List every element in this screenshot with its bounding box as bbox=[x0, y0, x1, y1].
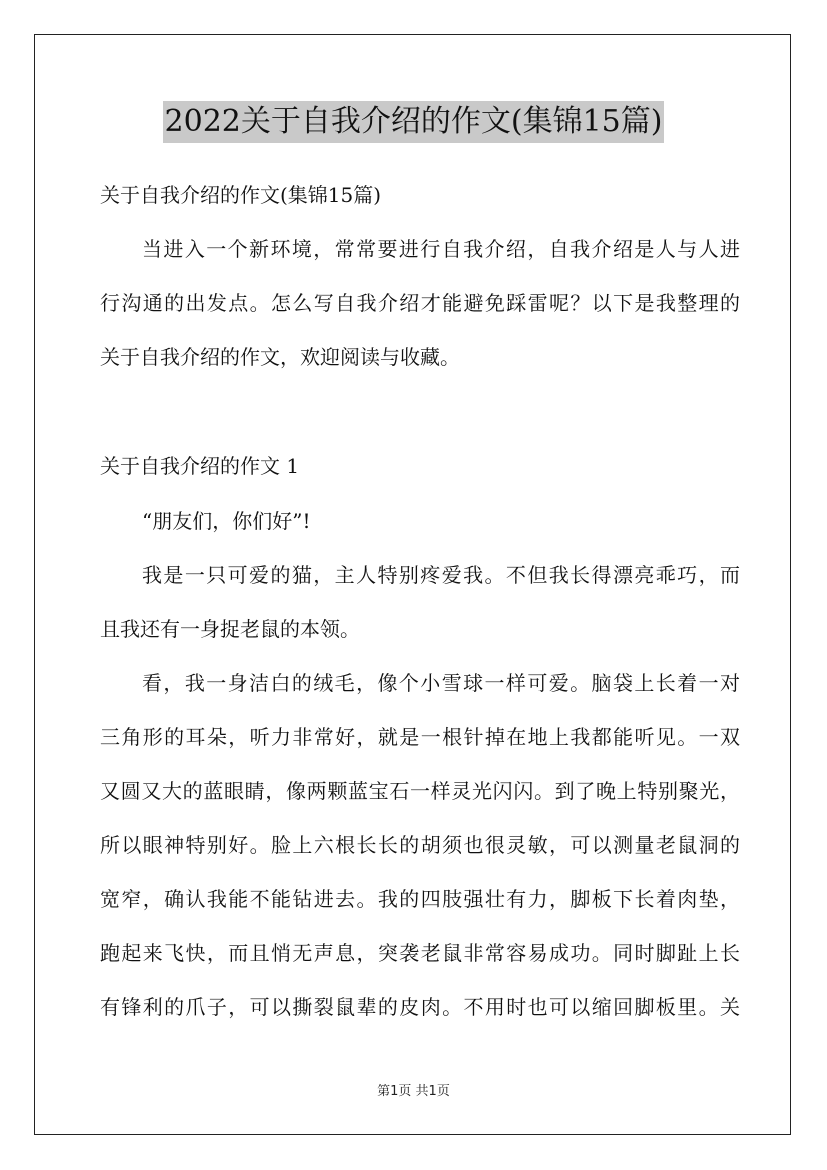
paragraph-2-line-1: 看，我一身洁白的绒毛，像个小雪球一样可爱。脑袋上长着一对 bbox=[142, 671, 740, 695]
paragraph-1-line-2: 且我还有一身捉老鼠的本领。 bbox=[100, 617, 360, 641]
intro-line-3: 关于自我介绍的作文，欢迎阅读与收藏。 bbox=[100, 345, 460, 369]
document-subtitle: 关于自我介绍的作文(集锦15篇) bbox=[100, 183, 382, 207]
paragraph-2-line-2: 三角形的耳朵，听力非常好，就是一根针掉在地上我都能听见。一双 bbox=[100, 725, 740, 749]
paragraph-2-line-6: 跑起来飞快，而且悄无声息，突袭老鼠非常容易成功。同时脚趾上长 bbox=[100, 941, 740, 965]
section-heading: 关于自我介绍的作文 1 bbox=[100, 454, 300, 478]
intro-line-2: 行沟通的出发点。怎么写自我介绍才能避免踩雷呢？以下是我整理的 bbox=[100, 291, 740, 315]
page-number-footer: 第1页 共1页 bbox=[377, 1084, 450, 1099]
paragraph-2-line-7: 有锋利的爪子，可以撕裂鼠辈的皮肉。不用时也可以缩回脚板里。关 bbox=[100, 995, 740, 1019]
paragraph-2-line-4: 所以眼神特别好。脸上六根长长的胡须也很灵敏，可以测量老鼠洞的 bbox=[100, 833, 740, 857]
title-container bbox=[0, 101, 827, 143]
paragraph-1-line-1: 我是一只可爱的猫，主人特别疼爱我。不但我长得漂亮乖巧，而 bbox=[142, 563, 740, 587]
quote-line: “朋友们，你们好”! bbox=[142, 509, 311, 533]
intro-line-1: 当进入一个新环境，常常要进行自我介绍，自我介绍是人与人进 bbox=[142, 237, 740, 261]
paragraph-2-line-5: 宽窄，确认我能不能钻进去。我的四肢强壮有力，脚板下长着肉垫， bbox=[100, 887, 740, 911]
document-title: 2022关于自我介绍的作文(集锦15篇) bbox=[163, 101, 665, 143]
paragraph-2-line-3: 又圆又大的蓝眼睛，像两颗蓝宝石一样灵光闪闪。到了晚上特别聚光， bbox=[100, 779, 740, 803]
